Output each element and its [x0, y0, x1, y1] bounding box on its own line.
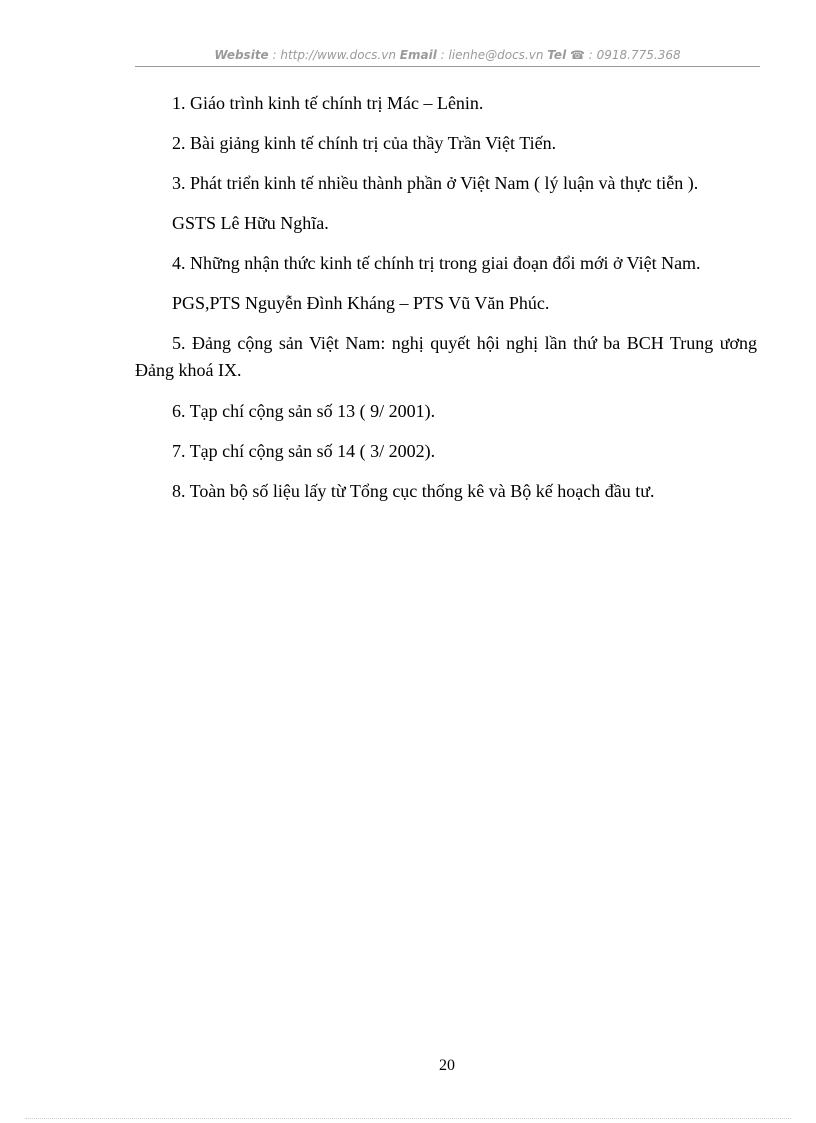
reference-item: 5. Đảng cộng sản Việt Nam: nghị quyết hội nghị lần thứ ba BCH Trung ương Đảng khoá IX.	[135, 333, 757, 380]
page-bottom-divider	[25, 1118, 791, 1119]
email-separator: :	[436, 48, 449, 62]
reference-item: 8. Toàn bộ số liệu lấy từ Tổng cục thống kê và Bộ kế hoạch đầu tư.	[172, 481, 655, 501]
website-label: Website	[214, 48, 269, 62]
website-separator: :	[268, 48, 281, 62]
reference-item: 2. Bài giảng kinh tế chính trị của thầy Trần Việt Tiến.	[172, 133, 557, 153]
page-header	[135, 46, 760, 67]
reference-item: 7. Tạp chí cộng sản số 14 ( 3/ 2002).	[172, 441, 436, 461]
page-number: 20	[439, 1057, 455, 1074]
reference-item: 3. Phát triển kinh tế nhiều thành phần ở Việt Nam ( lý luận và thực tiễn ).	[172, 173, 699, 193]
phone-icon: ☎	[570, 48, 585, 62]
reference-author: GSTS Lê Hữu Nghĩa.	[172, 213, 329, 233]
reference-author: PGS,PTS Nguyễn Đình Kháng – PTS Vũ Văn Phúc.	[172, 293, 550, 313]
reference-item: 6. Tạp chí cộng sản số 13 ( 9/ 2001).	[172, 401, 436, 421]
tel-number: 0918.775.368	[596, 48, 681, 62]
email-label: Email	[399, 48, 437, 62]
references-list	[135, 90, 757, 505]
email-address[interactable]: lienhe@docs.vn	[448, 48, 544, 62]
tel-separator: :	[584, 48, 597, 62]
reference-item: 1. Giáo trình kinh tế chính trị Mác – Lênin.	[172, 93, 484, 113]
tel-label: Tel	[547, 48, 567, 62]
website-url[interactable]: http://www.docs.vn	[280, 48, 396, 62]
reference-item: 4. Những nhận thức kinh tế chính trị trong giai đoạn đổi mới ở Việt Nam.	[172, 253, 701, 273]
